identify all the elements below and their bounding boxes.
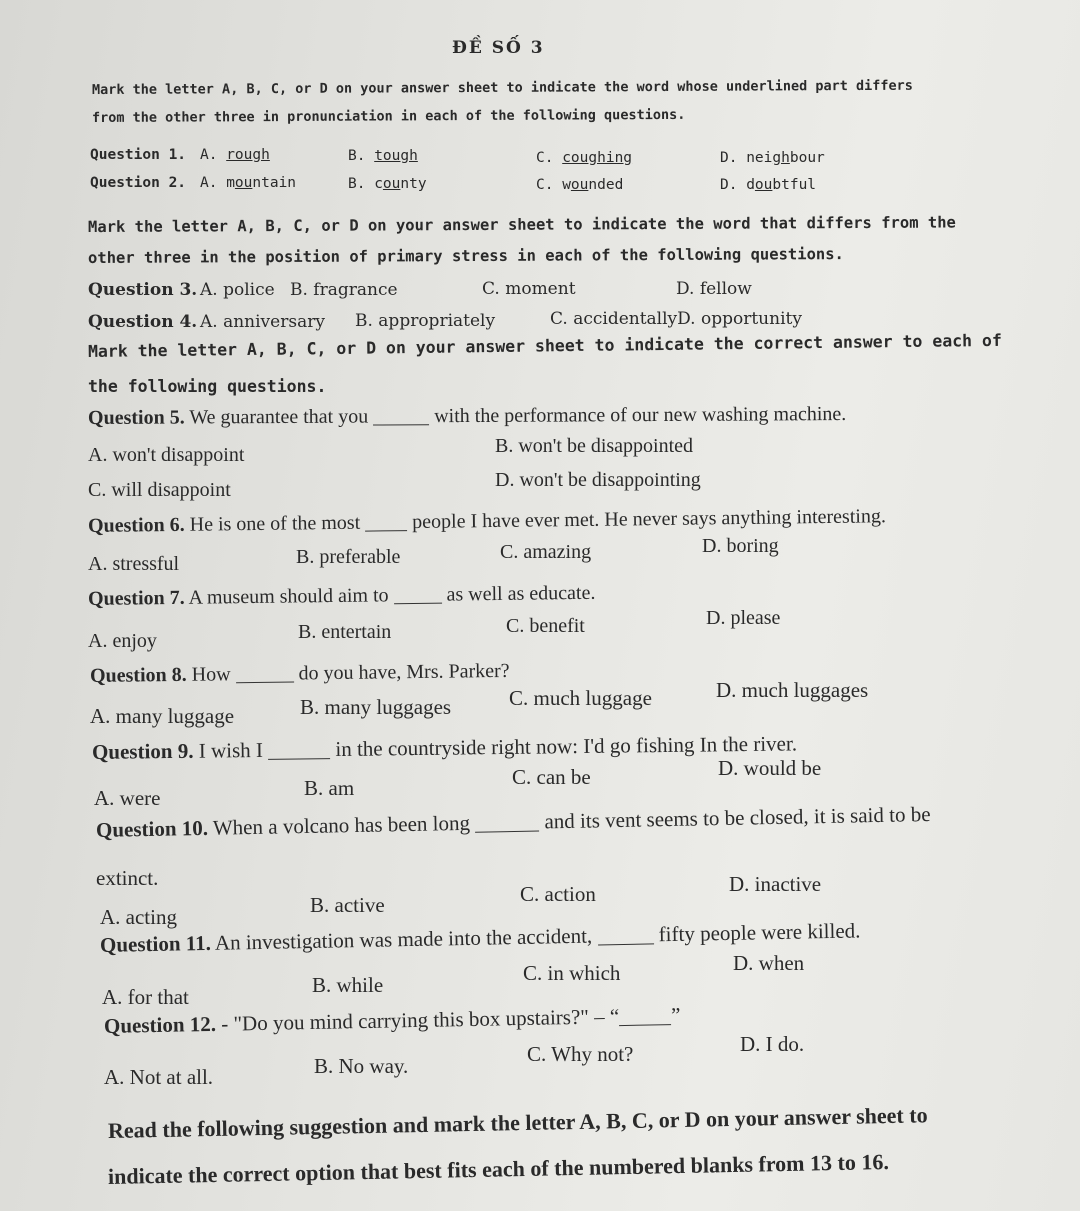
question-2-option-b: B. county [348, 176, 427, 192]
section1-instruction-line2: from the other three in pronunciation in each of the following questions. [91, 106, 686, 126]
question-2-option-c: C. wounded [536, 177, 624, 193]
question-7-option-c: C. benefit [506, 615, 585, 637]
question-3-option-a: A. police [200, 280, 275, 300]
question-6-option-a: A. stressful [88, 553, 180, 575]
question-5-option-d: D. won't be disappointing [495, 469, 701, 491]
question-8-option-d: D. much luggages [716, 678, 869, 702]
question-10-option-b: B. active [310, 893, 385, 917]
question-7-stem: Question 7. A museum should aim to as well as educate. [87, 581, 596, 610]
question-1-label: Question 1. [90, 147, 187, 163]
question-8-option-c: C. much luggage [509, 686, 652, 710]
question-6-option-b: B. preferable [296, 546, 401, 568]
section2-instruction-line1: Mark the letter A, B, C, or D on your answer sheet to indicate the word that differs from the [87, 213, 956, 236]
section2-instruction-line2: other three in the position of primary stress in each of the following questions. [87, 245, 844, 267]
question-12-option-c: C. Why not? [527, 1042, 634, 1066]
question-7-option-b: B. entertain [298, 621, 392, 643]
question-9-option-a: A. were [94, 786, 161, 810]
answer-blank [235, 662, 293, 684]
answer-blank [597, 922, 653, 945]
question-10-option-d: D. inactive [729, 872, 822, 896]
question-10-option-c: C. action [520, 882, 596, 906]
answer-blank [268, 737, 330, 760]
question-3-label: Question 3. [88, 280, 198, 300]
question-10-stem-continued: extinct. [96, 866, 159, 890]
question-11-option-a: A. for that [102, 985, 189, 1009]
answer-blank [393, 583, 441, 605]
question-5-option-c: C. will disappoint [88, 479, 231, 501]
question-5-option-a: A. won't disappoint [88, 444, 245, 466]
question-2-label: Question 2. [90, 175, 187, 191]
section4-instruction-line1: Read the following suggestion and mark the letter A, B, C, or D on your answer sheet to [107, 1102, 928, 1143]
question-8-option-a: A. many luggage [90, 704, 235, 728]
answer-blank [365, 510, 407, 532]
question-9-option-c: C. can be [512, 765, 591, 789]
question-12-option-b: B. No way. [314, 1054, 409, 1078]
question-7-option-d: D. please [706, 607, 781, 629]
question-5-option-b: B. won't be disappointed [495, 435, 694, 457]
question-6-option-d: D. boring [702, 535, 779, 557]
question-3-option-d: D. fellow [676, 279, 752, 299]
question-6-stem: Question 6. He is one of the most people I have ever met. He never says anything interesting. [87, 505, 887, 537]
question-11-option-b: B. while [312, 973, 384, 997]
question-10-stem: Question 10. When a volcano has been long and its vent seems to be closed, it is said to be [95, 801, 931, 842]
question-1-option-b: B. tough [348, 148, 418, 164]
question-3-option-c: C. moment [482, 279, 576, 299]
question-3-option-b: B. fragrance [290, 280, 398, 300]
question-8-stem: Question 8. How do you have, Mrs. Parker? [89, 659, 510, 687]
section3-instruction-line2: the following questions. [88, 377, 327, 396]
question-11-option-d: D. when [733, 951, 805, 975]
section1-instruction-line1: Mark the letter A, B, C, or D on your answer sheet to indicate the word whose underlined part differs [91, 77, 913, 98]
question-2-option-d: D. doubtful [720, 177, 817, 193]
question-4-label: Question 4. [88, 312, 198, 332]
answer-blank [475, 809, 539, 832]
question-11-stem: Question 11. An investigation was made into the accident, fifty people were killed. [99, 918, 861, 957]
question-10-option-a: A. acting [100, 905, 177, 929]
question-5-stem: Question 5. We guarantee that you with the performance of our new washing machine. [87, 403, 847, 429]
section4-instruction-line2: indicate the correct option that best fits each of the numbered blanks from 13 to 16. [107, 1149, 890, 1189]
answer-blank [619, 1003, 671, 1026]
question-12-option-d: D. I do. [740, 1032, 805, 1056]
question-12-option-a: A. Not at all. [104, 1065, 214, 1089]
answer-blank [373, 404, 429, 425]
question-6-option-c: C. amazing [500, 541, 592, 563]
question-9-stem: Question 9. I wish I in the countryside right now: I'd go fishing In the river. [91, 731, 798, 764]
question-1-option-c: C. coughing [536, 150, 633, 166]
question-11-option-c: C. in which [523, 961, 621, 985]
question-1-option-d: D. neighbour [720, 150, 825, 166]
section3-instruction-line1: Mark the letter A, B, C, or D on your answer sheet to indicate the correct answer to each of [87, 330, 1002, 361]
question-8-option-b: B. many luggages [300, 695, 452, 719]
question-9-option-d: D. would be [718, 756, 822, 780]
question-4-option-b: B. appropriately [355, 311, 496, 331]
question-4-option-c-d: C. accidentallyD. opportunity [550, 309, 802, 329]
question-1-option-a: A. rough [200, 147, 270, 163]
question-4-option-a: A. anniversary [200, 312, 325, 332]
page-title: ĐỀ SỐ 3 [452, 38, 545, 58]
question-2-option-a: A. mountain [200, 175, 297, 191]
question-7-option-a: A. enjoy [88, 630, 157, 652]
question-9-option-b: B. am [304, 776, 355, 800]
question-12-stem: Question 12. - "Do you mind carrying this box upstairs?" – “ ” [103, 1002, 681, 1038]
